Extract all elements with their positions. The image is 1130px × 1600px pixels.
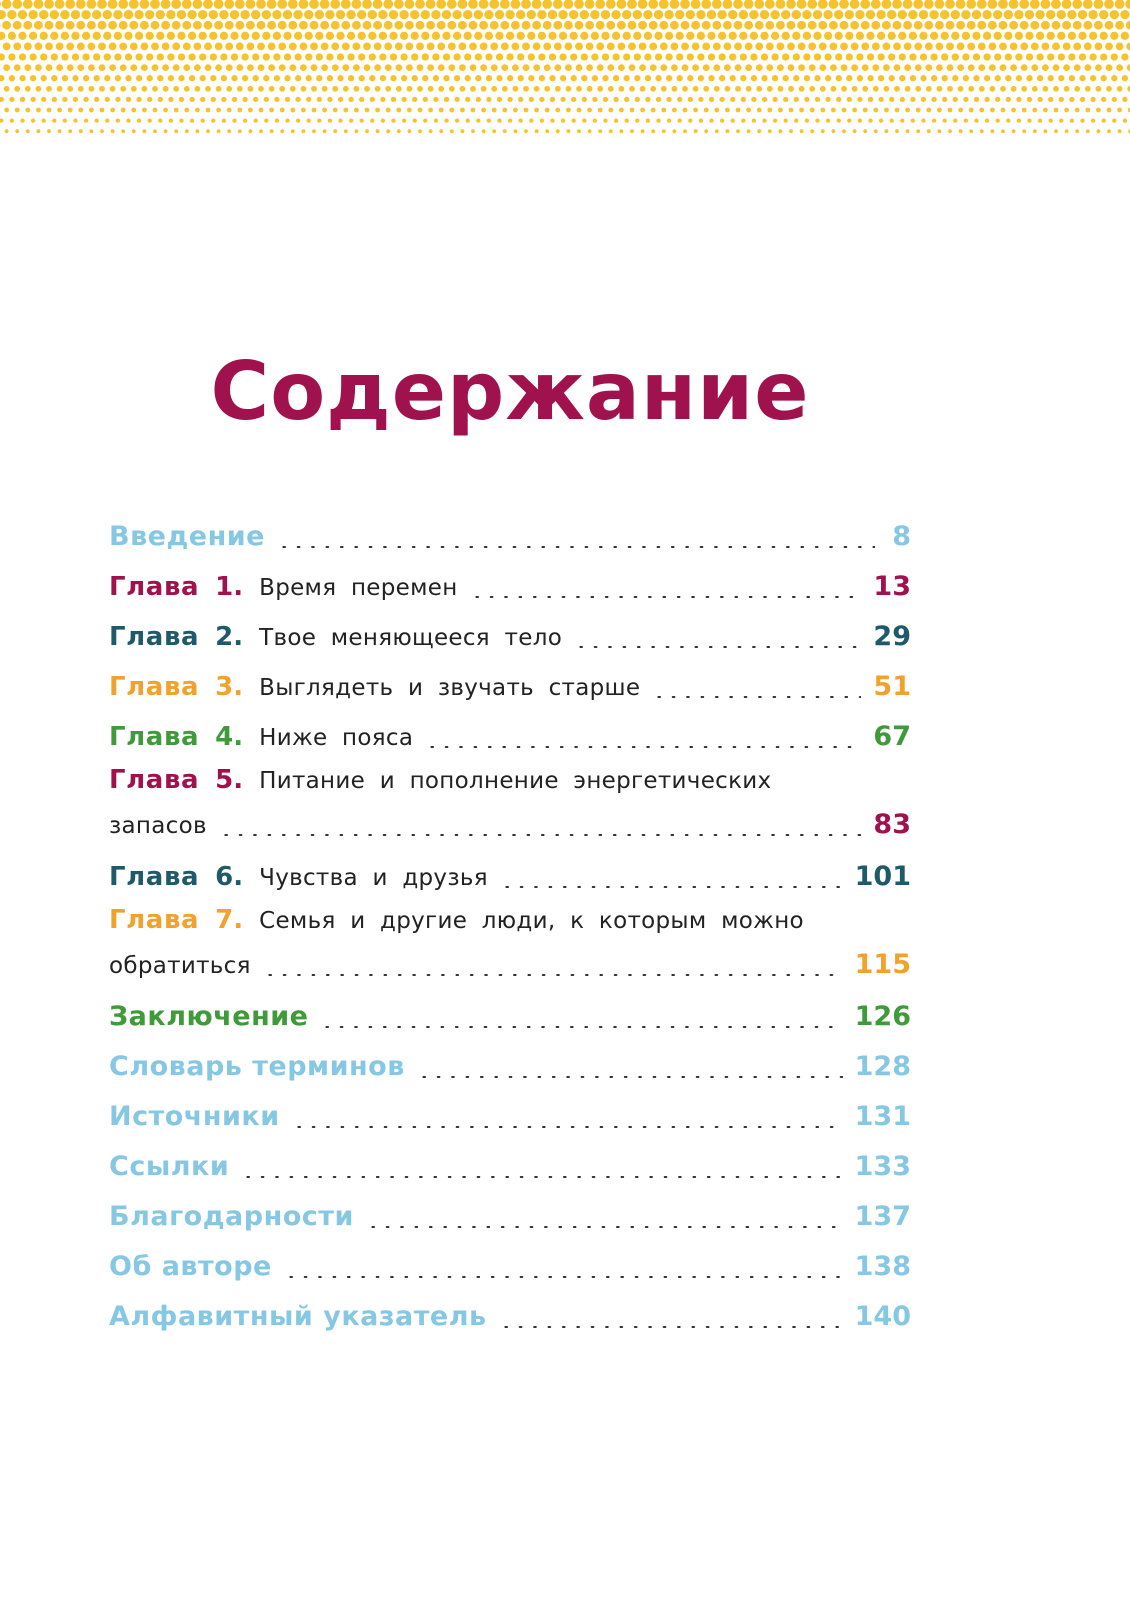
chapter-title: Время перемен bbox=[259, 575, 458, 601]
toc-entry-chapter-7[interactable] bbox=[109, 902, 911, 992]
dot-leader bbox=[219, 834, 862, 836]
toc-entry-label: Об авторе bbox=[109, 1251, 272, 1282]
toc-page-number: 51 bbox=[873, 671, 911, 702]
dot-leader bbox=[425, 746, 861, 748]
halftone-dots bbox=[0, 0, 1130, 140]
chapter-title: Твое меняющееся тело bbox=[259, 625, 563, 651]
toc-page-number: 140 bbox=[854, 1301, 911, 1332]
chapter-number: 2. bbox=[215, 622, 244, 652]
toc-entry-label: Благодарности bbox=[109, 1201, 354, 1232]
dot-leader bbox=[652, 696, 861, 698]
toc-entry-about-author[interactable] bbox=[109, 1242, 911, 1292]
toc-page-number: 13 bbox=[873, 571, 911, 602]
toc-entry-conclusion[interactable] bbox=[109, 992, 911, 1042]
chapter-title-continued: обратиться bbox=[109, 953, 251, 979]
chapter-number: 6. bbox=[215, 862, 244, 892]
chapter-title-continued: запасов bbox=[109, 813, 207, 839]
toc-page-number: 101 bbox=[854, 861, 911, 892]
toc-entry-chapter-6[interactable] bbox=[109, 852, 911, 902]
toc-entry-chapter-5[interactable] bbox=[109, 762, 911, 852]
toc-page-number: 126 bbox=[854, 1001, 911, 1032]
toc-entry-chapter-2[interactable] bbox=[109, 612, 911, 662]
dot-leader bbox=[417, 1076, 843, 1078]
toc-entry-sources[interactable] bbox=[109, 1092, 911, 1142]
toc-entry-index[interactable] bbox=[109, 1292, 911, 1342]
toc-entry-references[interactable] bbox=[109, 1142, 911, 1192]
dot-leader bbox=[499, 1326, 843, 1328]
toc-page-number: 137 bbox=[854, 1201, 911, 1232]
toc-page-number: 29 bbox=[873, 621, 911, 652]
dot-leader bbox=[470, 596, 862, 598]
chapter-word: Глава bbox=[109, 672, 200, 702]
halftone-dot-band bbox=[0, 0, 1130, 140]
chapter-title: Питание и пополнение энергетических bbox=[259, 768, 772, 794]
chapter-title: Чувства и друзья bbox=[259, 865, 488, 891]
toc-page-number: 115 bbox=[854, 949, 911, 980]
toc-page-number: 138 bbox=[854, 1251, 911, 1282]
toc-entry-chapter-3[interactable] bbox=[109, 662, 911, 712]
dot-leader bbox=[366, 1226, 843, 1228]
dot-leader bbox=[263, 974, 843, 976]
toc-entry-chapter-1[interactable] bbox=[109, 562, 911, 612]
toc-entry-chapter-4[interactable] bbox=[109, 712, 911, 762]
toc-page-number: 83 bbox=[873, 809, 911, 840]
chapter-word: Глава bbox=[109, 722, 200, 752]
chapter-word: Глава bbox=[109, 572, 200, 602]
dot-leader bbox=[574, 646, 861, 648]
chapter-number: 1. bbox=[215, 572, 244, 602]
dot-leader bbox=[277, 546, 875, 548]
toc-page-number: 8 bbox=[892, 521, 911, 552]
toc-entry-label: Заключение bbox=[109, 1001, 309, 1032]
dot-leader bbox=[292, 1126, 843, 1128]
chapter-word: Глава bbox=[109, 862, 200, 892]
toc-page-number: 131 bbox=[854, 1101, 911, 1132]
page-title: Содержание bbox=[210, 345, 810, 438]
chapter-number: 4. bbox=[215, 722, 244, 752]
chapter-word: Глава bbox=[109, 622, 200, 652]
toc-entry-label: Ссылки bbox=[109, 1151, 230, 1182]
dot-leader bbox=[320, 1026, 842, 1028]
toc-entry-acknowledgements[interactable] bbox=[109, 1192, 911, 1242]
toc-page-number: 67 bbox=[873, 721, 911, 752]
chapter-word: Глава bbox=[109, 765, 200, 795]
toc-entry-label: Словарь терминов bbox=[109, 1051, 405, 1082]
chapter-title: Выглядеть и звучать старше bbox=[259, 675, 641, 701]
chapter-number: 3. bbox=[215, 672, 244, 702]
dot-leader bbox=[284, 1276, 843, 1278]
chapter-title: Семья и другие люди, к которым можно bbox=[259, 908, 804, 934]
dot-leader bbox=[500, 886, 843, 888]
toc-page-number: 128 bbox=[854, 1051, 911, 1082]
dot-leader bbox=[241, 1176, 842, 1178]
toc-entry-label: Источники bbox=[109, 1101, 280, 1132]
chapter-title: Ниже пояса bbox=[259, 725, 414, 751]
toc-page-number: 133 bbox=[854, 1151, 911, 1182]
toc-entry-intro[interactable] bbox=[109, 512, 911, 562]
toc-entry-glossary[interactable] bbox=[109, 1042, 911, 1092]
toc-entry-label: Введение bbox=[109, 521, 265, 552]
toc-entry-label: Алфавитный указатель bbox=[109, 1301, 487, 1332]
table-of-contents bbox=[109, 512, 911, 1342]
chapter-word: Глава bbox=[109, 905, 200, 935]
chapter-number: 5. bbox=[215, 765, 244, 795]
chapter-number: 7. bbox=[215, 905, 244, 935]
